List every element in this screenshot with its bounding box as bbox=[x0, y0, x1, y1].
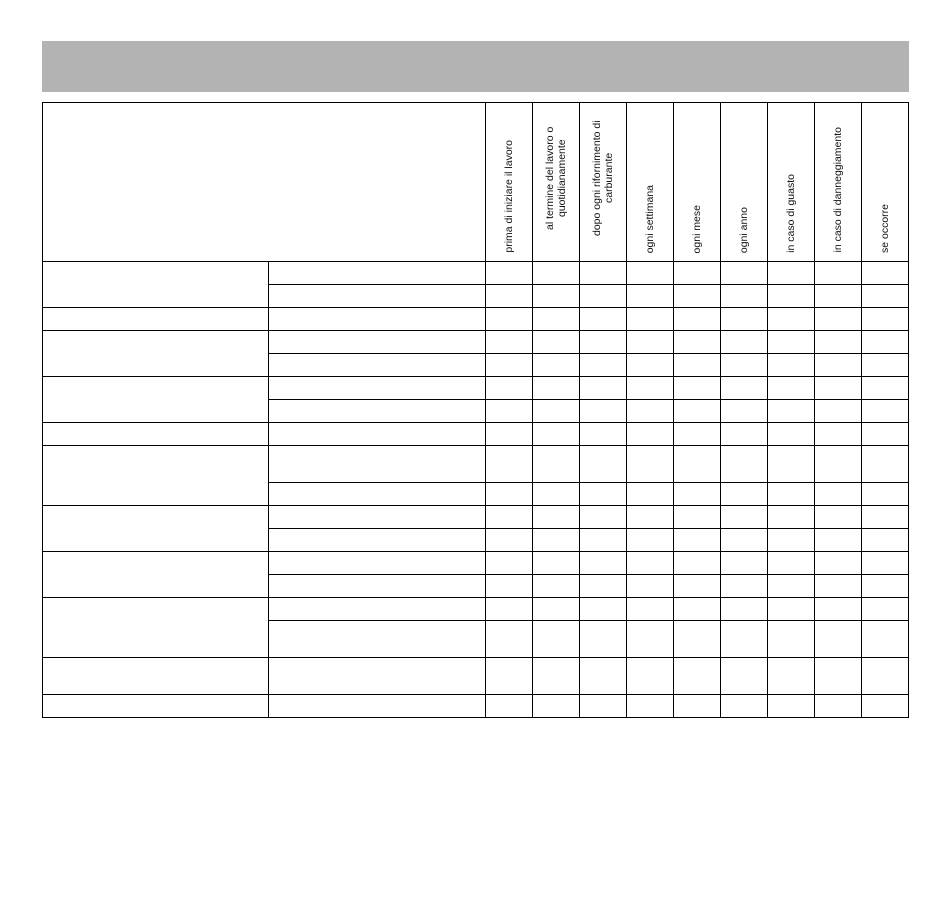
schedule-mark-cell bbox=[627, 575, 674, 598]
operation-cell bbox=[269, 598, 486, 621]
schedule-mark-cell bbox=[862, 331, 909, 354]
column-label: al termine del lavoro o quotidianamente bbox=[544, 126, 568, 230]
schedule-mark-cell bbox=[862, 552, 909, 575]
table-row bbox=[43, 506, 909, 529]
schedule-mark-cell bbox=[486, 552, 533, 575]
schedule-mark-cell bbox=[768, 285, 815, 308]
column-header bbox=[627, 103, 674, 262]
schedule-mark-cell bbox=[815, 262, 862, 285]
schedule-mark-cell bbox=[721, 529, 768, 552]
schedule-mark-cell bbox=[674, 658, 721, 695]
schedule-mark-cell bbox=[721, 621, 768, 658]
operation-cell bbox=[269, 308, 486, 331]
schedule-mark-cell bbox=[768, 575, 815, 598]
schedule-mark-cell bbox=[862, 308, 909, 331]
schedule-mark-cell bbox=[721, 354, 768, 377]
column-label: ogni anno bbox=[738, 206, 750, 253]
column-header bbox=[721, 103, 768, 262]
schedule-mark-cell bbox=[674, 621, 721, 658]
schedule-mark-cell bbox=[815, 575, 862, 598]
column-label: in caso di danneggiamento bbox=[832, 127, 844, 253]
schedule-mark-cell bbox=[627, 331, 674, 354]
schedule-mark-cell bbox=[674, 506, 721, 529]
schedule-mark-cell bbox=[486, 506, 533, 529]
schedule-mark-cell bbox=[674, 695, 721, 718]
schedule-mark-cell bbox=[815, 598, 862, 621]
schedule-mark-cell bbox=[486, 423, 533, 446]
schedule-mark-cell bbox=[862, 285, 909, 308]
schedule-mark-cell bbox=[580, 529, 627, 552]
schedule-mark-cell bbox=[533, 483, 580, 506]
schedule-mark-cell bbox=[533, 598, 580, 621]
schedule-mark-cell bbox=[862, 506, 909, 529]
operation-cell bbox=[269, 354, 486, 377]
schedule-mark-cell bbox=[627, 354, 674, 377]
operation-cell bbox=[269, 262, 486, 285]
schedule-mark-cell bbox=[815, 529, 862, 552]
schedule-mark-cell bbox=[580, 598, 627, 621]
schedule-mark-cell bbox=[768, 552, 815, 575]
schedule-mark-cell bbox=[721, 285, 768, 308]
component-cell bbox=[43, 446, 269, 506]
operation-cell bbox=[269, 423, 486, 446]
schedule-mark-cell bbox=[721, 658, 768, 695]
schedule-mark-cell bbox=[486, 377, 533, 400]
component-cell bbox=[43, 695, 269, 718]
component-cell bbox=[43, 262, 269, 308]
schedule-mark-cell bbox=[627, 285, 674, 308]
table-row bbox=[43, 658, 909, 695]
schedule-mark-cell bbox=[580, 423, 627, 446]
schedule-mark-cell bbox=[627, 377, 674, 400]
component-cell bbox=[43, 308, 269, 331]
schedule-mark-cell bbox=[486, 529, 533, 552]
column-label: ogni settimana bbox=[644, 184, 656, 253]
schedule-mark-cell bbox=[674, 446, 721, 483]
schedule-mark-cell bbox=[580, 658, 627, 695]
schedule-mark-cell bbox=[580, 331, 627, 354]
schedule-mark-cell bbox=[815, 506, 862, 529]
schedule-mark-cell bbox=[533, 262, 580, 285]
schedule-mark-cell bbox=[533, 695, 580, 718]
schedule-mark-cell bbox=[862, 621, 909, 658]
schedule-mark-cell bbox=[486, 621, 533, 658]
schedule-mark-cell bbox=[674, 262, 721, 285]
schedule-mark-cell bbox=[768, 308, 815, 331]
schedule-mark-cell bbox=[627, 529, 674, 552]
schedule-mark-cell bbox=[533, 621, 580, 658]
component-cell bbox=[43, 377, 269, 423]
operation-cell bbox=[269, 285, 486, 308]
column-label: in caso di guasto bbox=[785, 174, 797, 253]
operation-cell bbox=[269, 506, 486, 529]
operation-cell bbox=[269, 400, 486, 423]
component-cell bbox=[43, 506, 269, 552]
schedule-mark-cell bbox=[721, 262, 768, 285]
schedule-mark-cell bbox=[815, 331, 862, 354]
schedule-mark-cell bbox=[486, 575, 533, 598]
schedule-mark-cell bbox=[533, 400, 580, 423]
schedule-mark-cell bbox=[721, 400, 768, 423]
schedule-mark-cell bbox=[768, 423, 815, 446]
schedule-mark-cell bbox=[486, 331, 533, 354]
schedule-mark-cell bbox=[627, 308, 674, 331]
schedule-mark-cell bbox=[815, 308, 862, 331]
component-cell bbox=[43, 331, 269, 377]
schedule-mark-cell bbox=[486, 285, 533, 308]
schedule-mark-cell bbox=[580, 552, 627, 575]
schedule-mark-cell bbox=[721, 598, 768, 621]
schedule-mark-cell bbox=[580, 285, 627, 308]
schedule-mark-cell bbox=[768, 695, 815, 718]
schedule-mark-cell bbox=[815, 483, 862, 506]
table-row bbox=[43, 308, 909, 331]
table-row bbox=[43, 446, 909, 483]
schedule-mark-cell bbox=[533, 285, 580, 308]
schedule-mark-cell bbox=[627, 262, 674, 285]
schedule-mark-cell bbox=[486, 446, 533, 483]
schedule-mark-cell bbox=[674, 400, 721, 423]
maintenance-schedule-table bbox=[42, 102, 909, 718]
schedule-mark-cell bbox=[768, 377, 815, 400]
schedule-mark-cell bbox=[486, 262, 533, 285]
schedule-mark-cell bbox=[815, 658, 862, 695]
schedule-mark-cell bbox=[533, 377, 580, 400]
schedule-mark-cell bbox=[815, 400, 862, 423]
schedule-mark-cell bbox=[768, 262, 815, 285]
schedule-mark-cell bbox=[486, 658, 533, 695]
schedule-mark-cell bbox=[627, 695, 674, 718]
column-header bbox=[768, 103, 815, 262]
title-band bbox=[42, 41, 909, 92]
schedule-mark-cell bbox=[674, 354, 721, 377]
column-header bbox=[674, 103, 721, 262]
schedule-mark-cell bbox=[815, 552, 862, 575]
schedule-mark-cell bbox=[862, 354, 909, 377]
schedule-mark-cell bbox=[533, 446, 580, 483]
schedule-mark-cell bbox=[721, 377, 768, 400]
column-header bbox=[862, 103, 909, 262]
column-label: se occorre bbox=[879, 203, 891, 253]
schedule-mark-cell bbox=[815, 446, 862, 483]
schedule-mark-cell bbox=[674, 308, 721, 331]
component-cell bbox=[43, 598, 269, 658]
schedule-mark-cell bbox=[862, 400, 909, 423]
schedule-mark-cell bbox=[580, 377, 627, 400]
schedule-mark-cell bbox=[862, 377, 909, 400]
schedule-mark-cell bbox=[580, 354, 627, 377]
schedule-mark-cell bbox=[580, 695, 627, 718]
schedule-mark-cell bbox=[580, 575, 627, 598]
schedule-mark-cell bbox=[815, 695, 862, 718]
component-cell bbox=[43, 658, 269, 695]
component-cell bbox=[43, 423, 269, 446]
schedule-mark-cell bbox=[815, 621, 862, 658]
schedule-mark-cell bbox=[721, 506, 768, 529]
schedule-mark-cell bbox=[721, 446, 768, 483]
table-row bbox=[43, 695, 909, 718]
schedule-mark-cell bbox=[486, 354, 533, 377]
schedule-mark-cell bbox=[768, 598, 815, 621]
schedule-mark-cell bbox=[580, 400, 627, 423]
schedule-mark-cell bbox=[674, 575, 721, 598]
operation-cell bbox=[269, 575, 486, 598]
schedule-mark-cell bbox=[580, 506, 627, 529]
header-corner-cell bbox=[43, 103, 486, 262]
schedule-mark-cell bbox=[768, 529, 815, 552]
column-header bbox=[815, 103, 862, 262]
operation-cell bbox=[269, 446, 486, 483]
schedule-mark-cell bbox=[815, 377, 862, 400]
schedule-mark-cell bbox=[533, 331, 580, 354]
schedule-mark-cell bbox=[533, 575, 580, 598]
operation-cell bbox=[269, 552, 486, 575]
table-row bbox=[43, 423, 909, 446]
operation-cell bbox=[269, 331, 486, 354]
schedule-mark-cell bbox=[862, 658, 909, 695]
schedule-mark-cell bbox=[862, 695, 909, 718]
schedule-mark-cell bbox=[627, 506, 674, 529]
column-header bbox=[580, 103, 627, 262]
schedule-mark-cell bbox=[721, 695, 768, 718]
schedule-mark-cell bbox=[768, 621, 815, 658]
schedule-mark-cell bbox=[768, 400, 815, 423]
column-header bbox=[486, 103, 533, 262]
schedule-mark-cell bbox=[674, 285, 721, 308]
operation-cell bbox=[269, 483, 486, 506]
schedule-mark-cell bbox=[674, 483, 721, 506]
schedule-mark-cell bbox=[768, 483, 815, 506]
schedule-mark-cell bbox=[627, 598, 674, 621]
schedule-mark-cell bbox=[768, 658, 815, 695]
schedule-mark-cell bbox=[721, 575, 768, 598]
schedule-mark-cell bbox=[768, 354, 815, 377]
component-cell bbox=[43, 552, 269, 598]
schedule-mark-cell bbox=[862, 446, 909, 483]
schedule-mark-cell bbox=[533, 529, 580, 552]
schedule-mark-cell bbox=[627, 621, 674, 658]
schedule-mark-cell bbox=[580, 308, 627, 331]
schedule-mark-cell bbox=[674, 598, 721, 621]
schedule-mark-cell bbox=[627, 658, 674, 695]
header-row bbox=[43, 103, 909, 262]
schedule-mark-cell bbox=[768, 446, 815, 483]
operation-cell bbox=[269, 377, 486, 400]
column-label: dopo ogni rifornimento di carburante bbox=[591, 120, 615, 236]
schedule-mark-cell bbox=[533, 354, 580, 377]
schedule-mark-cell bbox=[815, 285, 862, 308]
column-label: prima di iniziare il lavoro bbox=[503, 140, 515, 253]
schedule-mark-cell bbox=[674, 377, 721, 400]
schedule-mark-cell bbox=[768, 331, 815, 354]
table-row bbox=[43, 552, 909, 575]
schedule-mark-cell bbox=[674, 552, 721, 575]
schedule-mark-cell bbox=[580, 262, 627, 285]
schedule-mark-cell bbox=[486, 598, 533, 621]
schedule-mark-cell bbox=[721, 308, 768, 331]
schedule-mark-cell bbox=[862, 483, 909, 506]
schedule-mark-cell bbox=[533, 506, 580, 529]
schedule-mark-cell bbox=[862, 598, 909, 621]
schedule-mark-cell bbox=[815, 423, 862, 446]
table-row bbox=[43, 598, 909, 621]
schedule-mark-cell bbox=[627, 483, 674, 506]
schedule-mark-cell bbox=[674, 331, 721, 354]
schedule-mark-cell bbox=[580, 621, 627, 658]
schedule-mark-cell bbox=[721, 483, 768, 506]
schedule-mark-cell bbox=[486, 695, 533, 718]
schedule-mark-cell bbox=[580, 446, 627, 483]
schedule-mark-cell bbox=[721, 331, 768, 354]
schedule-mark-cell bbox=[768, 506, 815, 529]
table-row bbox=[43, 377, 909, 400]
schedule-mark-cell bbox=[627, 552, 674, 575]
schedule-mark-cell bbox=[721, 552, 768, 575]
schedule-mark-cell bbox=[815, 354, 862, 377]
schedule-mark-cell bbox=[486, 308, 533, 331]
table-row bbox=[43, 331, 909, 354]
schedule-mark-cell bbox=[627, 423, 674, 446]
schedule-mark-cell bbox=[486, 483, 533, 506]
operation-cell bbox=[269, 621, 486, 658]
schedule-mark-cell bbox=[862, 575, 909, 598]
schedule-mark-cell bbox=[486, 400, 533, 423]
schedule-mark-cell bbox=[533, 552, 580, 575]
schedule-mark-cell bbox=[721, 423, 768, 446]
schedule-mark-cell bbox=[580, 483, 627, 506]
schedule-mark-cell bbox=[627, 400, 674, 423]
table-row bbox=[43, 262, 909, 285]
schedule-mark-cell bbox=[674, 529, 721, 552]
operation-cell bbox=[269, 658, 486, 695]
schedule-mark-cell bbox=[533, 423, 580, 446]
schedule-mark-cell bbox=[533, 308, 580, 331]
operation-cell bbox=[269, 695, 486, 718]
schedule-mark-cell bbox=[627, 446, 674, 483]
column-label: ogni mese bbox=[691, 204, 703, 253]
schedule-mark-cell bbox=[862, 423, 909, 446]
schedule-mark-cell bbox=[862, 262, 909, 285]
schedule-mark-cell bbox=[862, 529, 909, 552]
schedule-mark-cell bbox=[674, 423, 721, 446]
operation-cell bbox=[269, 529, 486, 552]
column-header bbox=[533, 103, 580, 262]
schedule-mark-cell bbox=[533, 658, 580, 695]
